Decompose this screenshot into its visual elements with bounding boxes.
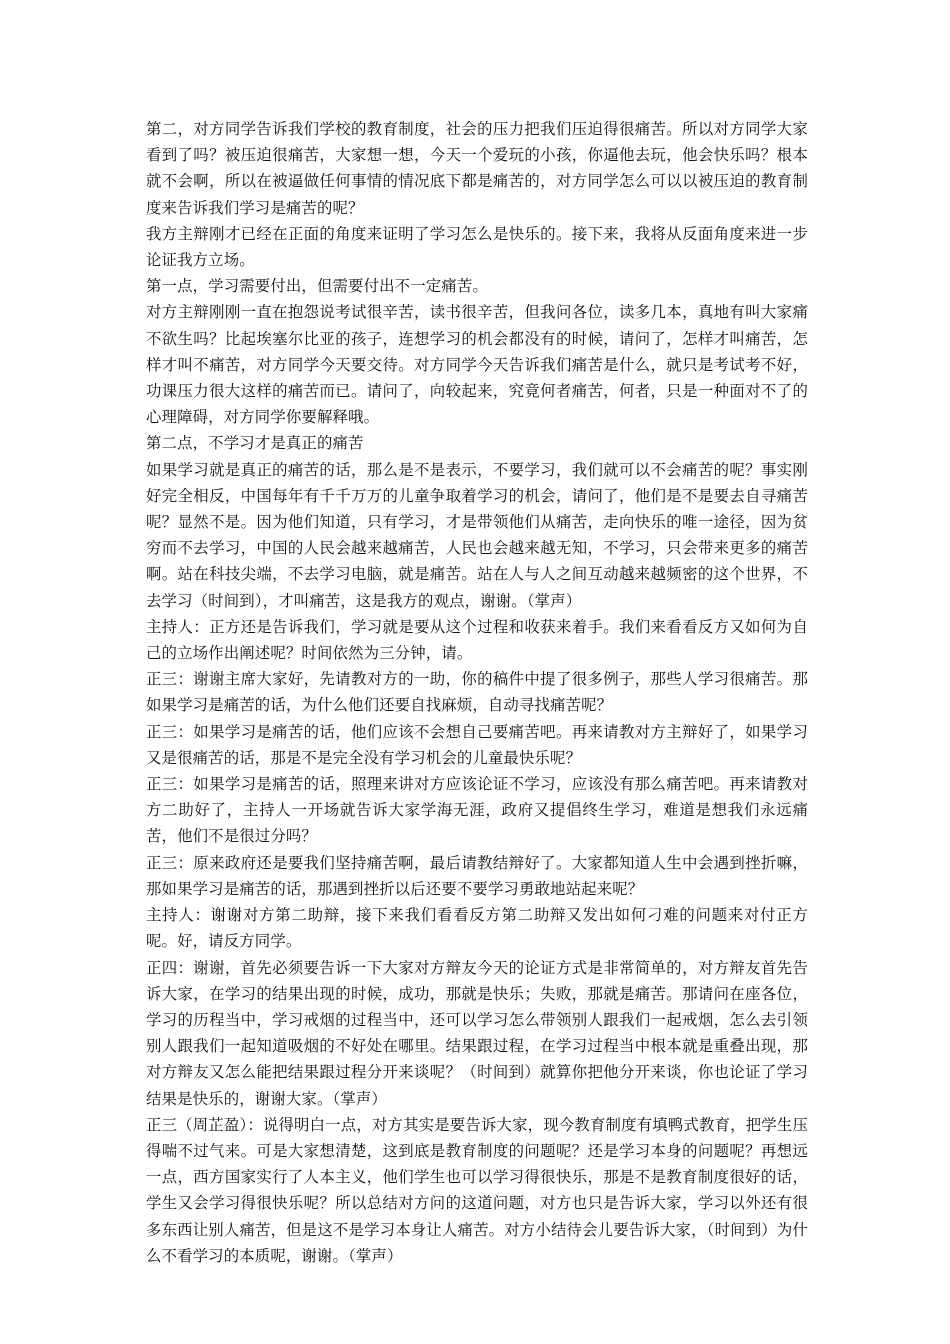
paragraph-point-two-body: 如果学习就是真正的痛苦的话，那么是不是表示，不要学习，我们就可以不会痛苦的呢？事实刚好完全相反，中国每年有千千万万的儿童争取着学习的机会，请问了，他们是不是要去自寻痛苦呢？显然不是。因为他们知道，只有学习，才是带领他们从痛苦，走向快乐的唯一途径，因为贫穷而不去学习，中国的人民会越来越痛苦，人民也会越来越无知，不学习，只会带来更多的痛苦啊。站在科技尖端，不去学习电脑，就是痛苦。站在人与人之间互动越来越频密的这个世界，不去学习（时间到），才叫痛苦，这是我方的观点，谢谢。（掌声） xyxy=(146,460,808,610)
paragraph-third-summary: 正三（周芷盈）：说得明白一点，对方其实是要告诉大家，现今教育制度有填鸭式教育，把学生压得喘不过气来。可是大家想清楚，这到底是教育制度的问题呢？还是学习本身的问题呢？再想远一点，西方国家实行了人本主义，他们学生也可以学习得很快乐，那是不是教育制度很好的话，学生又会学习得很快乐呢？所以总结对方问的这道问题，对方也只是告诉大家，学习以外还有很多东西让别人痛苦，但是这不是学习本身让人痛苦。对方小结待会儿要告诉大家，（时间到）为什么不看学习的本质呢，谢谢。（掌声） xyxy=(146,1115,808,1265)
paragraph-host-second: 主持人：谢谢对方第二助辩，接下来我们看看反方第二助辩又发出如何刁难的问题来对付正方呢。好，请反方同学。 xyxy=(146,906,808,951)
paragraph-point-two-heading: 第二点，不学习才是真正的痛苦 xyxy=(146,434,364,453)
document-body xyxy=(146,116,808,1269)
paragraph-point-one-heading: 第一点，学习需要付出，但需要付出不一定痛苦。 xyxy=(146,277,488,296)
paragraph-point-one-body: 对方主辩刚刚一直在抱怨说考试很辛苦，读书很辛苦，但我问各位，读多几本，真地有叫大家痛不欲生吗？比起埃塞尔比亚的孩子，连想学习的机会都没有的时候，请问了，怎样才叫痛苦，怎样才叫不痛苦，对方同学今天要交待。对方同学今天告诉我们痛苦是什么，就只是考试考不好，功课压力很大这样的痛苦而已。请问了，向较起来，究竟何者痛苦，何者，只是一种面对不了的心理障碍，对方同学你要解释哦。 xyxy=(146,303,808,427)
paragraph-third-question-2: 正三：如果学习是痛苦的话，他们应该不会想自己要痛苦吧。再来请教对方主辩好了，如果学习又是很痛苦的话，那是不是完全没有学习机会的儿童最快乐呢？ xyxy=(146,722,808,767)
paragraph-main-debater-intro: 我方主辩刚才已经在正面的角度来证明了学习怎么是快乐的。接下来，我将从反面角度来进一步论证我方立场。 xyxy=(146,224,808,270)
paragraph-host-transition: 主持人：正方还是告诉我们，学习就是要从这个过程和收获来着手。我们来看看反方又如何为自己的立场作出阐述呢？时间依然为三分钟，请。 xyxy=(146,617,808,663)
paragraph-third-question-4: 正三：原来政府还是要我们坚持痛苦啊，最后请教结辩好了。大家都知道人生中会遇到挫折嘛，那如果学习是痛苦的话，那遇到挫折以后还要不要学习勇敢地站起来呢？ xyxy=(146,853,808,898)
paragraph-third-question-1: 正三：谢谢主席大家好，先请教对方的一助，你的稿件中提了很多例子，那些人学习很痛苦。那如果学习是痛苦的话，为什么他们还要自找麻烦，自动寻找痛苦呢？ xyxy=(146,670,808,715)
paragraph-2-education-system: 第二，对方同学告诉我们学校的教育制度，社会的压力把我们压迫得很痛苦。所以对方同学大家看到了吗？被压迫很痛苦，大家想一想，今天一个爱玩的小孩，你逼他去玩，他会快乐吗？根本就不会啊，所以在被逼做任何事情的情况底下都是痛苦的，对方同学怎么可以以被压迫的教育制度来告诉我们学习是痛苦的呢？ xyxy=(146,120,808,217)
paragraph-fourth-speaker: 正四：谢谢，首先必须要告诉一下大家对方辩友今天的论证方式是非常简单的，对方辩友首先告诉大家，在学习的结果出现的时候，成功，那就是快乐；失败，那就是痛苦。那请问在座各位，学习的历程当中，学习戒烟的过程当中，还可以学习怎么带领别人跟我们一起戒烟，怎么去引领别人跟我们一起知道吸烟的不好处在哪里。结果跟过程，在学习过程当中根本就是重叠出现，那对方辩友又怎么能把结果跟过程分开来谈呢？（时间到）就算你把他分开来谈，你也论证了学习结果是快乐的，谢谢大家。（掌声） xyxy=(146,958,808,1108)
paragraph-third-question-3: 正三：如果学习是痛苦的话，照理来讲对方应该论证不学习，应该没有那么痛苦吧。再来请教对方二助好了，主持人一开场就告诉大家学海无涯，政府又提倡终生学习，难道是想我们永远痛苦，他们不是很过分吗？ xyxy=(146,775,808,846)
